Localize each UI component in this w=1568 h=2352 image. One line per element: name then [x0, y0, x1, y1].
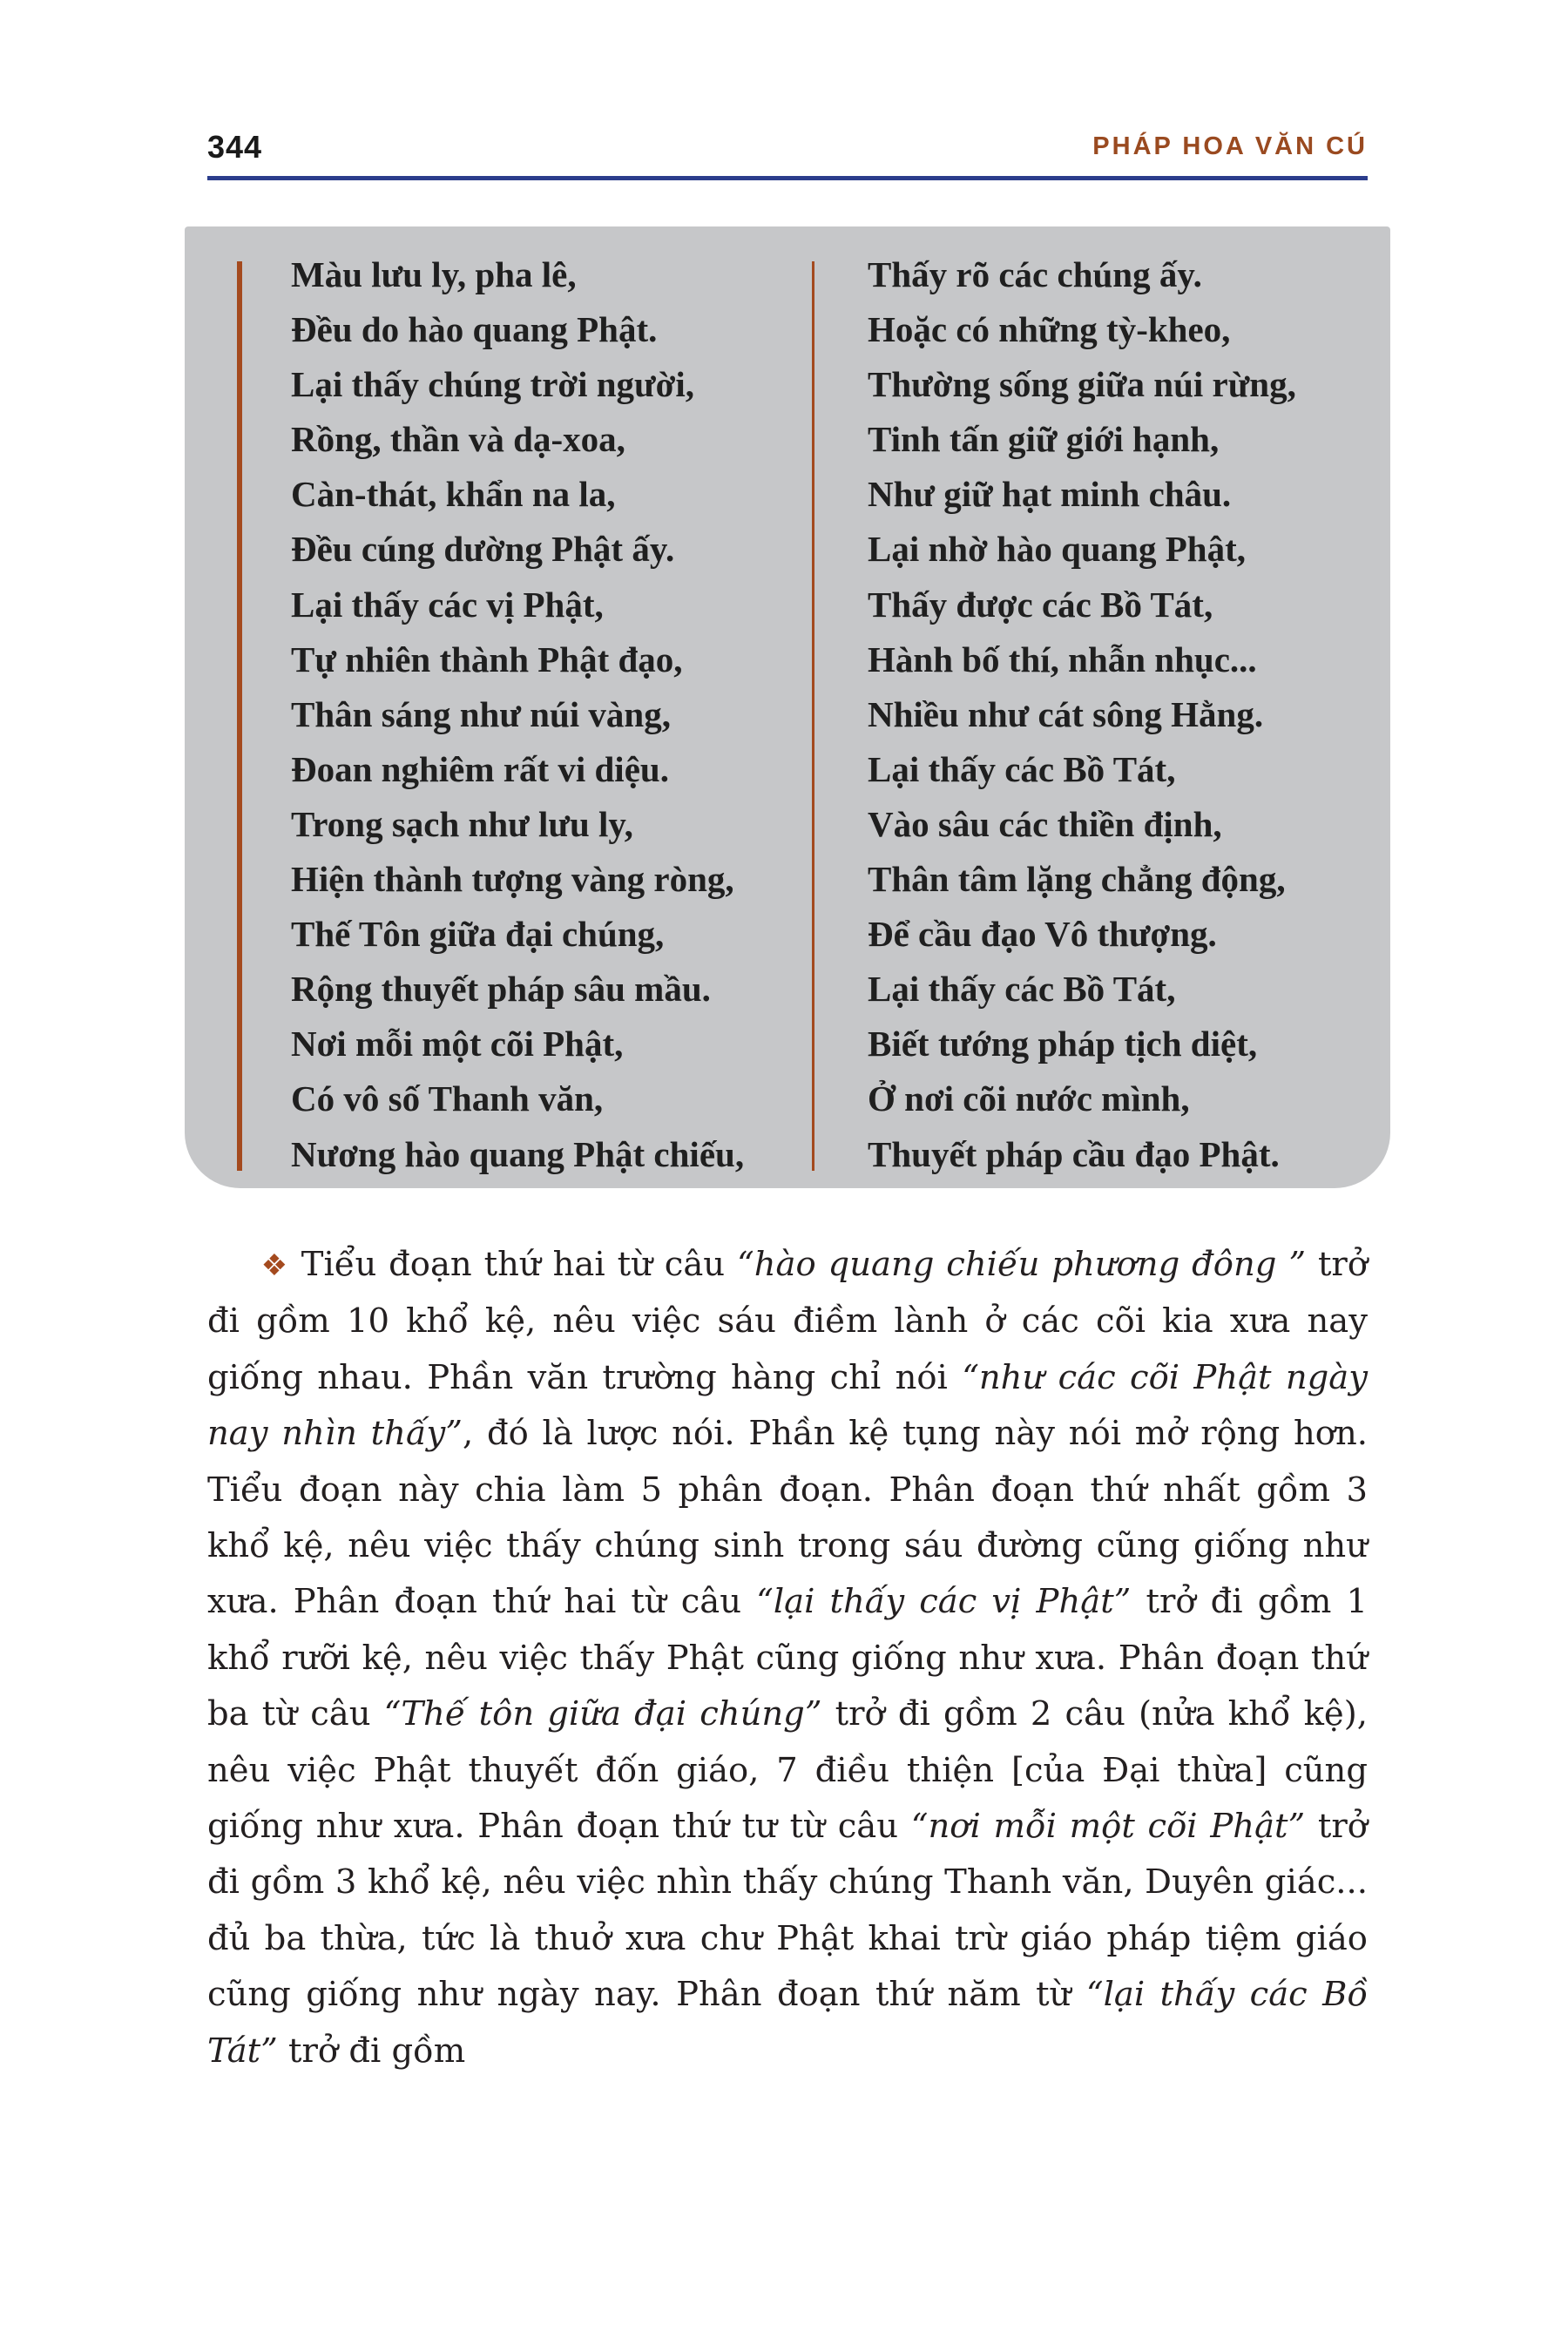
verse-line: Nương hào quang Phật chiếu, — [291, 1133, 745, 1174]
quoted-phrase: “lại thấy các vị Phật” — [756, 1582, 1132, 1622]
verse-line: Hiện thành tượng vàng ròng, — [291, 859, 734, 900]
header-rule — [207, 176, 1368, 180]
verse-line: Lại thấy các Bồ Tát, — [868, 969, 1176, 1010]
verse-line: Ở nơi cõi nước mình, — [868, 1078, 1190, 1119]
verse-line: Để cầu đạo Vô thượng. — [868, 914, 1217, 955]
quoted-phrase: “lại thấy các Bồ Tát” — [207, 1975, 1368, 2071]
verse-line: Lại thấy chúng trời người, — [291, 364, 694, 405]
verse-bar-left — [237, 261, 242, 1171]
text-segment: trở đi gồm 10 khổ kệ, nêu việc sáu điềm lành ở các cõi kia xưa nay giống nhau. Phần văn trường hàng chỉ nói — [207, 1245, 1369, 1397]
verse-column-right — [868, 247, 1296, 1182]
verse-box — [185, 226, 1390, 1188]
verse-line: Thường sống giữa núi rừng, — [868, 364, 1296, 405]
page-number: 344 — [207, 129, 263, 165]
verse-line: Lại thấy các Bồ Tát, — [868, 748, 1176, 789]
verse-column-left — [291, 247, 744, 1182]
text-segment: trở đi gồm 1 khổ rưỡi kệ, nêu việc thấy Phật cũng giống như xưa. Phân đoạn thứ ba từ câu — [207, 1582, 1368, 1734]
verse-line: Đều cúng dường Phật ấy. — [291, 529, 675, 570]
verse-line: Đoan nghiêm rất vi diệu. — [291, 748, 669, 789]
quoted-phrase: “Thế tôn giữa đại chúng” — [383, 1694, 822, 1734]
text-segment: Tiểu đoạn thứ hai từ câu — [301, 1245, 738, 1284]
verse-line: Nơi mỗi một cõi Phật, — [291, 1024, 624, 1064]
quoted-phrase: “như các cõi Phật ngày nay nhìn thấy” — [207, 1357, 1368, 1454]
verse-line: Lại nhờ hào quang Phật, — [868, 529, 1247, 570]
text-segment: trở đi gồm — [277, 2031, 466, 2071]
diamond-bullet-icon: ❖ — [260, 1248, 289, 1283]
verse-line: Lại thấy các vị Phật, — [291, 584, 604, 625]
verse-bar-right — [812, 261, 814, 1171]
text-segment: trở đi gồm 3 khổ kệ, nêu việc nhìn thấy chúng Thanh văn, Duyên giác... đủ ba thừa, tức là thuở xưa chư Phật khai trừ giáo pháp tiệm giáo cũng giống như ngày nay. Phân đoạn thứ năm từ — [207, 1807, 1368, 2015]
verse-line: Biết tướng pháp tịch diệt, — [868, 1024, 1258, 1064]
verse-line: Nhiều như cát sông Hằng. — [868, 693, 1264, 734]
verse-line: Hành bố thí, nhẫn nhục... — [868, 639, 1257, 679]
text-segment: , đó là lược nói. Phần kệ tụng này nói mở rộng hơn. Tiểu đoạn này chia làm 5 phân đoạn. Phân đoạn thứ nhất gồm 3 khổ kệ, nêu việc thấy chúng sinh trong sáu đường cũng giống như xưa. Phân đoạn thứ hai từ câu — [207, 1414, 1369, 1622]
verse-line: Vào sâu các thiền định, — [868, 803, 1222, 844]
verse-line: Rộng thuyết pháp sâu mầu. — [291, 969, 711, 1010]
verse-line: Thân sáng như núi vàng, — [291, 693, 671, 734]
commentary-paragraph — [207, 1237, 1368, 2079]
verse-line: Tự nhiên thành Phật đạo, — [291, 639, 683, 679]
quoted-phrase: “hào quang chiếu phương đông ” — [737, 1245, 1307, 1284]
page-header — [207, 122, 1368, 174]
verse-line: Rồng, thần và dạ-xoa, — [291, 419, 625, 460]
verse-line: Thấy rõ các chúng ấy. — [868, 254, 1202, 294]
text-segment: trở đi gồm 2 câu (nửa khổ kệ), nêu việc Phật thuyết đốn giáo, 7 điều thiện [của Đại thừa] cũng giống như xưa. Phân đoạn thứ tư từ câu — [207, 1694, 1368, 1847]
verse-line: Thuyết pháp cầu đạo Phật. — [868, 1133, 1280, 1174]
verse-line: Có vô số Thanh văn, — [291, 1078, 604, 1119]
verse-line: Hoặc có những tỳ-kheo, — [868, 309, 1231, 350]
verse-line: Thế Tôn giữa đại chúng, — [291, 914, 665, 955]
verse-line: Như giữ hạt minh châu. — [868, 474, 1232, 515]
verse-line: Thân tâm lặng chẳng động, — [868, 859, 1286, 900]
verse-line: Thấy được các Bồ Tát, — [868, 584, 1213, 625]
verse-line: Màu lưu ly, pha lê, — [291, 254, 577, 294]
verse-line: Đều do hào quang Phật. — [291, 309, 658, 350]
running-title: PHÁP HOA VĂN CÚ — [1092, 132, 1368, 160]
verse-line: Trong sạch như lưu ly, — [291, 803, 633, 844]
quoted-phrase: “nơi mỗi một cõi Phật” — [910, 1807, 1306, 1847]
verse-line: Càn-thát, khẩn na la, — [291, 474, 616, 515]
verse-line: Tinh tấn giữ giới hạnh, — [868, 419, 1220, 460]
